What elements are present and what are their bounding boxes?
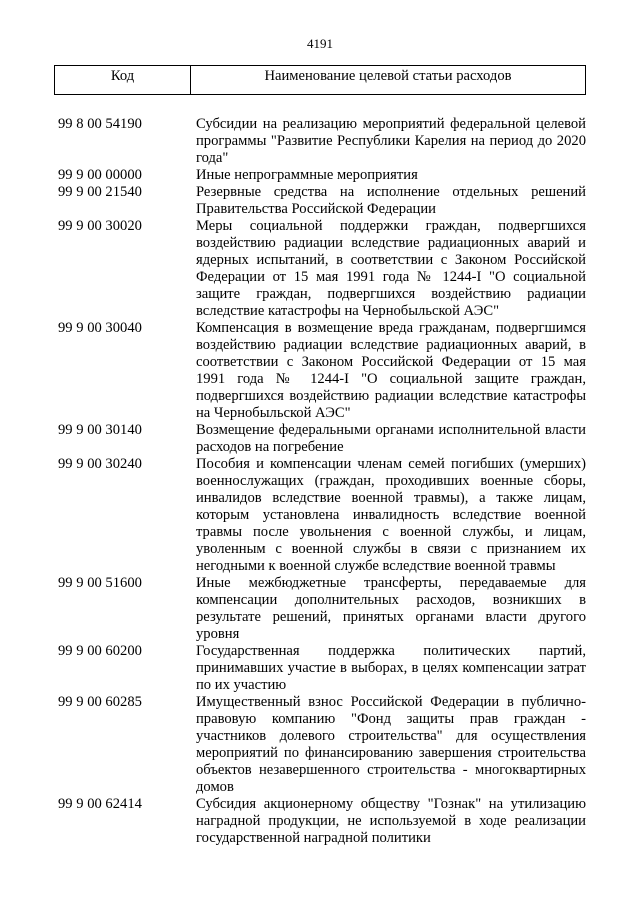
row-name: Субсидия акционерному обществу "Гознак" на утилизацию наградной продукции, не используемой в ходе реализации государственной наградной политики xyxy=(196,796,586,846)
table-header xyxy=(54,65,586,95)
row-code: 99 9 00 21540 xyxy=(58,184,142,200)
table-row xyxy=(58,218,586,320)
row-code: 99 9 00 00000 xyxy=(58,167,142,183)
row-code: 99 9 00 51600 xyxy=(58,575,142,591)
table-row xyxy=(58,422,586,456)
row-code: 99 9 00 60200 xyxy=(58,643,142,659)
header-name: Наименование целевой статьи расходов xyxy=(264,68,512,84)
row-name: Иные межбюджетные трансферты, передаваемые для компенсации дополнительных расходов, возникших в результате решений, принятых органами власти другого уровня xyxy=(196,575,586,642)
row-code: 99 9 00 30140 xyxy=(58,422,142,438)
row-code: 99 9 00 30040 xyxy=(58,320,142,336)
row-name: Меры социальной поддержки граждан, подвергшихся воздействию радиации вследствие радиационных аварий и ядерных испытаний, в соответствии с Законом Российской Федерации от 15 мая 1991 года № 1244-I "О социальной защите граждан, подвергшихся воздействию радиации вследствие катастрофы на Чернобыльской АЭС" xyxy=(196,218,586,319)
table-row xyxy=(58,320,586,422)
page-number: 4191 xyxy=(307,36,333,51)
row-name: Государственная поддержка политических партий, принимавших участие в выборах, в целях компенсации затрат по их участию xyxy=(196,643,586,693)
row-name: Резервные средства на исполнение отдельных решений Правительства Российской Федерации xyxy=(196,184,586,217)
table-row xyxy=(58,116,586,167)
row-name: Компенсация в возмещение вреда гражданам, подвергшимся воздействию радиации вследствие радиационных аварий, в соответствии с Законом Российской Федерации от 15 мая 1991 года № 1244-I "О социальной защите граждан, подвергшихся воздействию радиации вследствие катастрофы на Чернобыльской АЭС" xyxy=(196,320,586,421)
row-name: Субсидии на реализацию мероприятий федеральной целевой программы "Развитие Республики Карелия на период до 2020 года" xyxy=(196,116,586,166)
row-code: 99 9 00 60285 xyxy=(58,694,142,710)
table-row xyxy=(58,643,586,694)
row-code: 99 9 00 30020 xyxy=(58,218,142,234)
row-name: Иные непрограммные мероприятия xyxy=(196,167,418,183)
table-row xyxy=(58,167,586,184)
row-code: 99 8 00 54190 xyxy=(58,116,142,132)
table-row xyxy=(58,184,586,218)
table-row xyxy=(58,796,586,847)
table-row xyxy=(58,575,586,643)
header-code: Код xyxy=(55,66,191,94)
table-row xyxy=(58,694,586,796)
row-code: 99 9 00 30240 xyxy=(58,456,142,472)
table-body xyxy=(58,116,586,847)
table-row xyxy=(58,456,586,575)
row-name: Имущественный взнос Российской Федерации в публично-правовую компанию "Фонд защиты прав граждан - участников долевого строительства" для осуществления мероприятий по финансированию завершения строительства объектов незавершенного строительства - многоквартирных домов xyxy=(196,694,586,795)
row-name: Возмещение федеральными органами исполнительной власти расходов на погребение xyxy=(196,422,586,455)
row-code: 99 9 00 62414 xyxy=(58,796,142,812)
row-name: Пособия и компенсации членам семей погибших (умерших) военнослужащих (граждан, проходивших военные сборы, инвалидов вследствие военной травмы), а также лицам, которым установлена инвалидность вследствие военной травмы после увольнения с военной службы, и лицам, уволенным с военной службы в связи с признанием их негодными к военной службе вследствие военной травмы xyxy=(196,456,586,574)
